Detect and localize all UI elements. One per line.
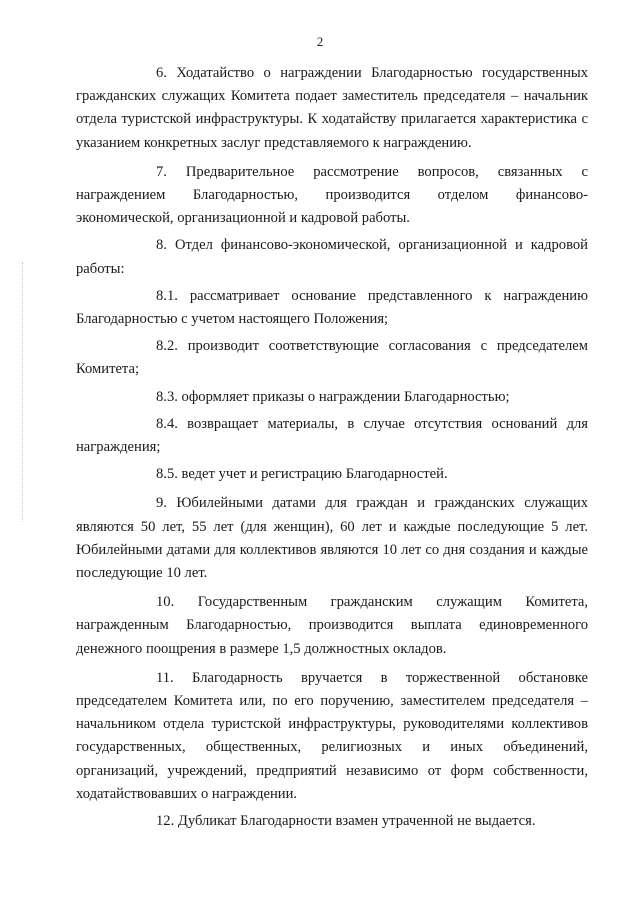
paragraph-8-2 — [76, 335, 588, 381]
page-number: 2 — [316, 34, 324, 49]
paragraph-text: Дубликат Благодарности взамен утраченной не выдается. — [177, 813, 536, 830]
document-body — [76, 62, 588, 833]
scan-edge-mark — [22, 262, 25, 522]
paragraph-number: 8.3. — [156, 388, 178, 405]
paragraph-11 — [76, 667, 588, 806]
paragraph-text: ведет учет и регистрацию Благодарностей. — [181, 466, 448, 483]
paragraph-text: оформляет приказы о награждении Благодарностью; — [181, 388, 510, 405]
paragraph-8-1 — [76, 285, 588, 331]
paragraph-8 — [76, 234, 588, 280]
paragraph-text: Благодарность вручается в торжественной обстановке председателем Комитета или, по его поручению, заместителем председателя – начальником отдела туристской инфраструктуры, руководителями коллективов государственных, общественных, религиозных и иных объединений, организаций, учреждений, предприятий независимо от форм собственности, ходатайствовавших о награждении. — [76, 669, 588, 802]
paragraph-text: возвращает материалы, в случае отсутствия оснований для награждения; — [76, 415, 588, 456]
paragraph-text: Предварительное рассмотрение вопросов, связанных с награждением Благодарностью, производится отделом финансово-экономической, организационной и кадровой работы. — [76, 163, 588, 227]
paragraph-text: рассматривает основание представленного к награждению Благодарностью с учетом настоящего Положения; — [76, 287, 588, 328]
paragraph-number: 9. — [156, 495, 167, 512]
paragraph-6 — [76, 62, 588, 155]
paragraph-number: 8.2. — [156, 338, 178, 355]
paragraph-number: 8. — [156, 237, 167, 254]
paragraph-text: производит соответствующие согласования с председателем Комитета; — [76, 338, 588, 378]
paragraph-8-4 — [76, 413, 588, 459]
paragraph-8-3 — [76, 386, 588, 409]
paragraph-text: Отдел финансово-экономической, организационной и кадровой работы: — [76, 237, 588, 277]
paragraph-10 — [76, 591, 588, 661]
paragraph-number: 8.5. — [156, 466, 178, 483]
paragraph-number: 12. — [156, 813, 175, 830]
paragraph-text: Юбилейными датами для граждан и гражданских служащих являются 50 лет, 55 лет (для женщин), 60 лет и каждые последующие 5 лет. Юбилейными датами для коллективов являются 10 лет со дня создания и каждые последующие 10 лет. — [76, 495, 589, 582]
paragraph-number: 8.4. — [156, 415, 178, 432]
paragraph-7 — [76, 161, 588, 231]
paragraph-8-5 — [76, 463, 588, 486]
paragraph-text: Государственным гражданским служащим Комитета, награжденным Благодарностью, производится выплата единовременного денежного поощрения в размере 1,5 должностных окладов. — [76, 594, 588, 657]
paragraph-number: 10. — [156, 594, 175, 611]
paragraph-9 — [76, 492, 588, 585]
paragraph-number: 7. — [156, 163, 167, 180]
paragraph-number: 6. — [156, 65, 167, 81]
paragraph-number: 8.1. — [156, 287, 178, 304]
paragraph-text: Ходатайство о награждении Благодарностью государственных гражданских служащих Комитета подает заместитель председателя – начальник отдела туристской инфраструктуры. К ходатайству прилагается характеристика с указанием конкретных заслуг представляемого к награждению. — [76, 65, 588, 151]
paragraph-number: 11. — [156, 669, 174, 686]
paragraph-12 — [76, 810, 588, 833]
